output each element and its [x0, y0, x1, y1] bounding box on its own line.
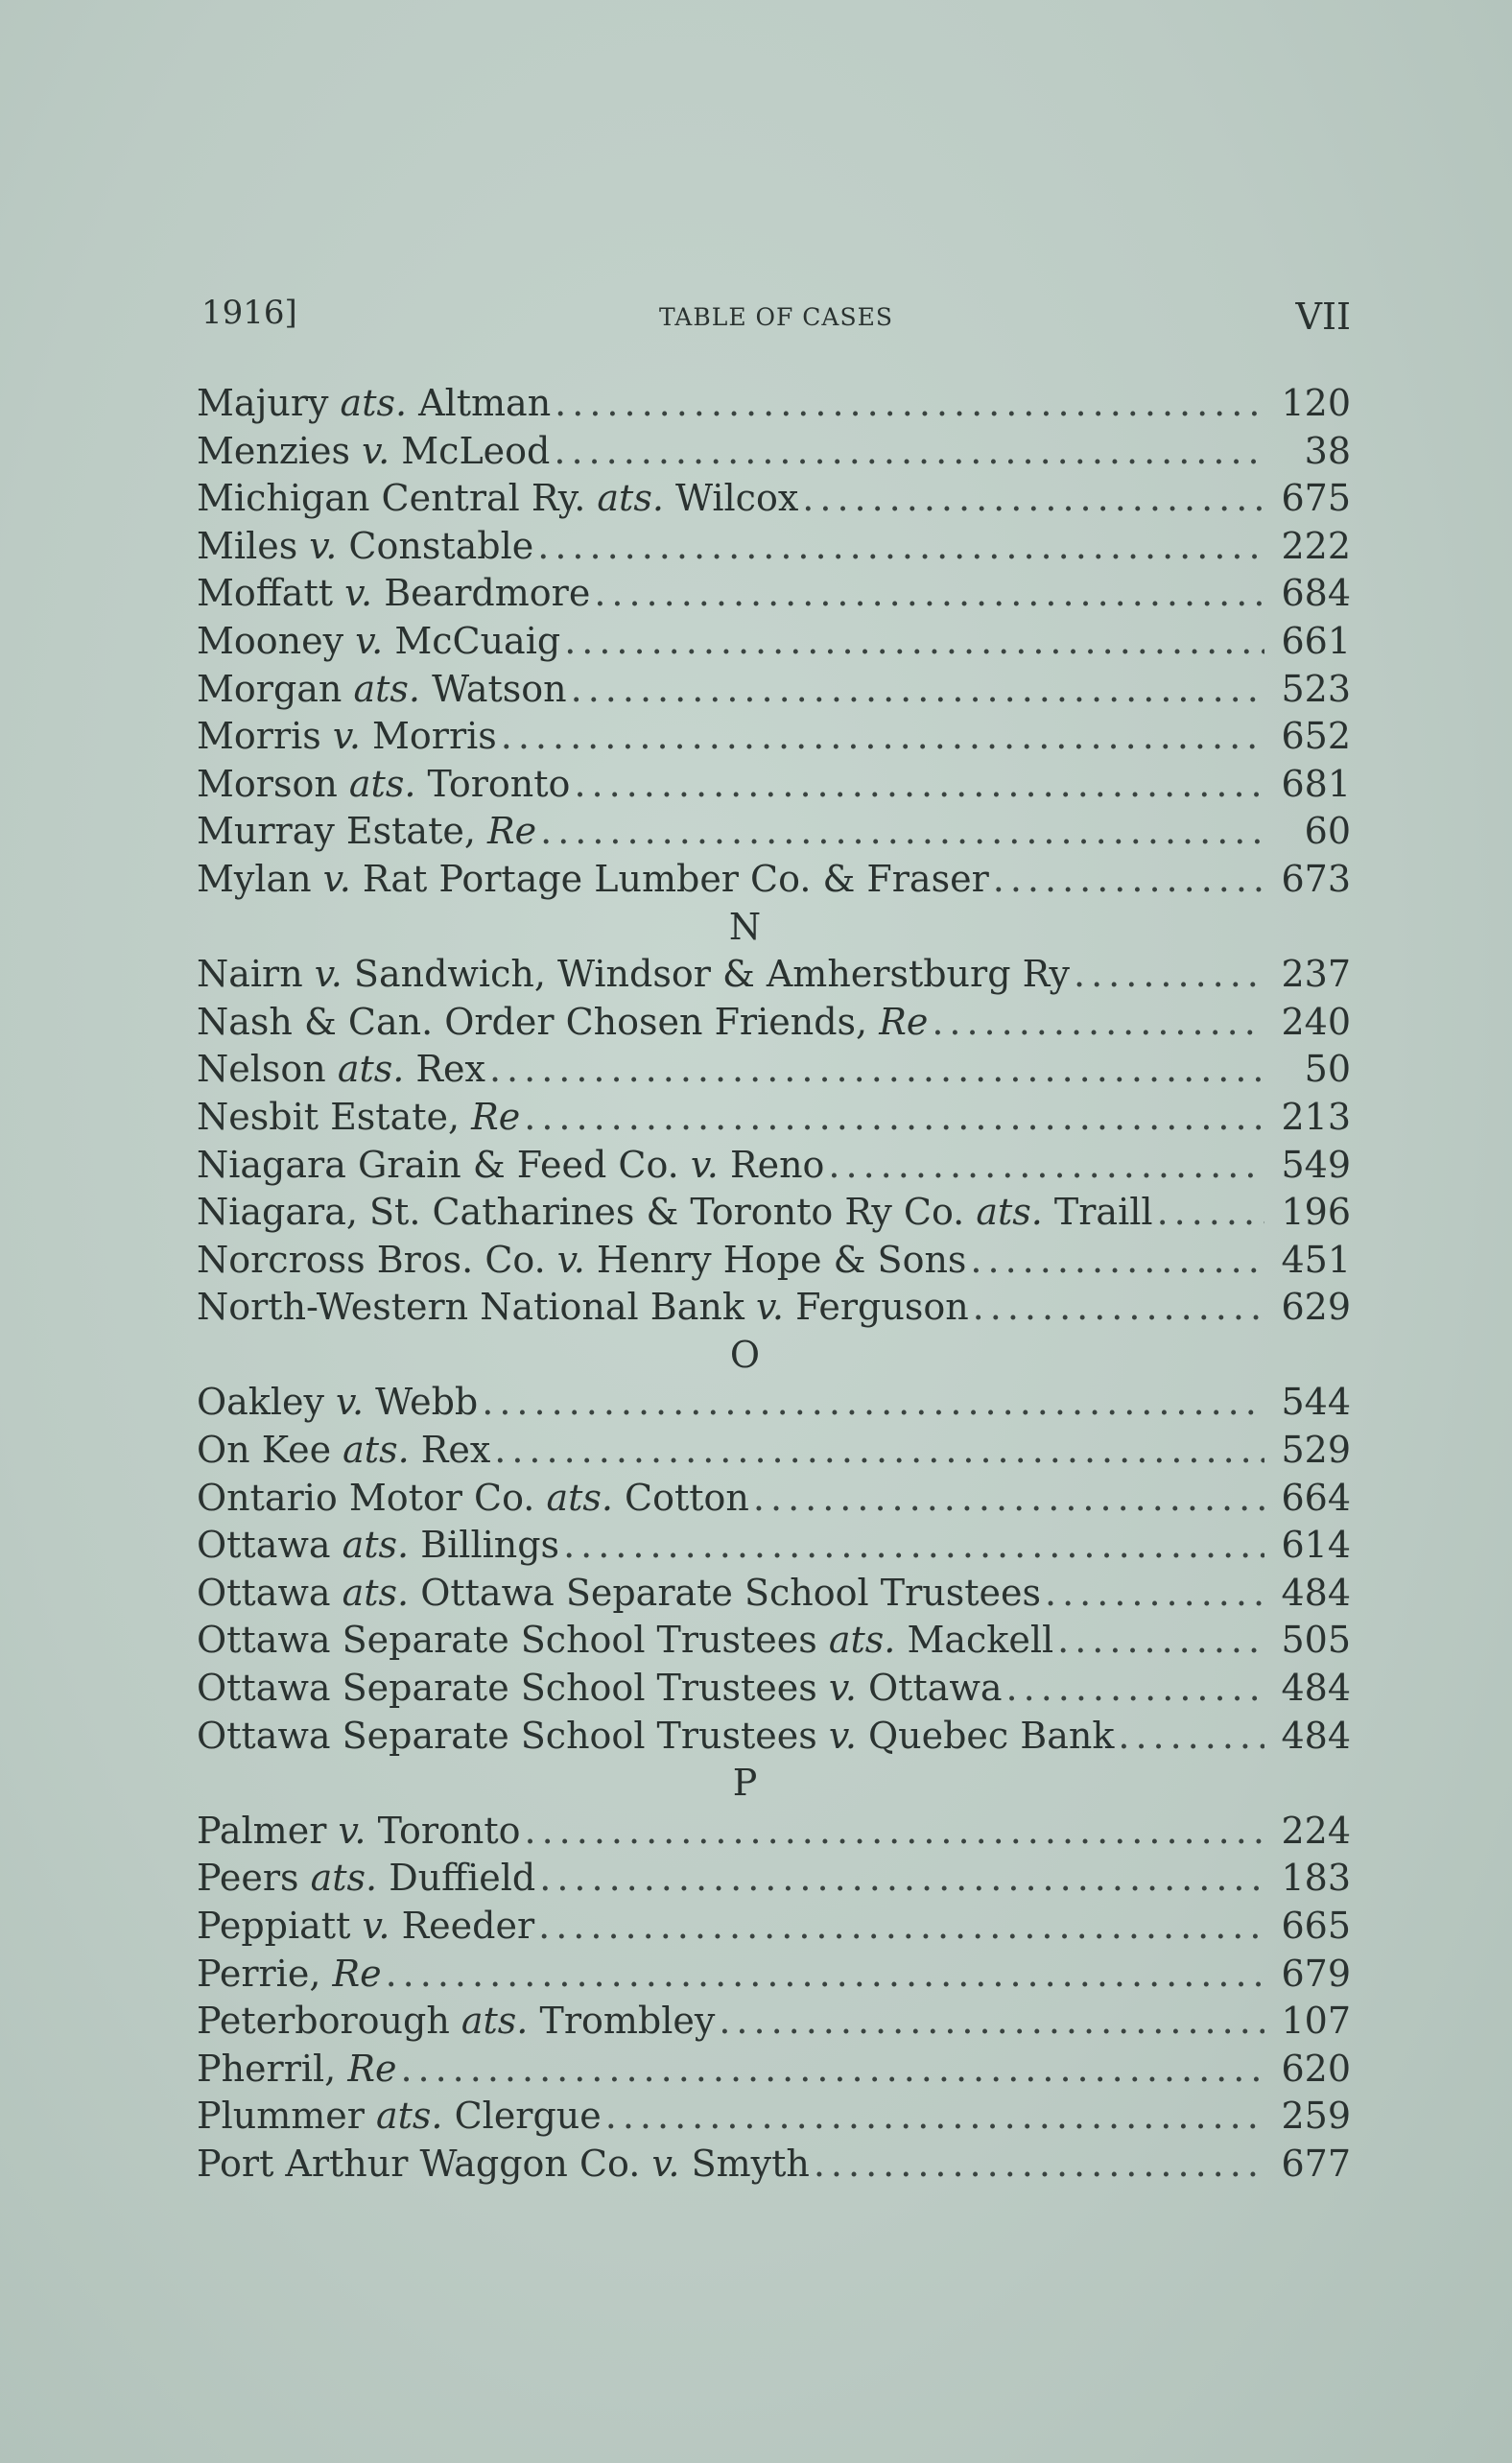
case-name — [197, 475, 798, 523]
dot-leader — [524, 1094, 1264, 1142]
case-page-number: 50 — [1304, 1048, 1351, 1091]
case-entry — [197, 1951, 1351, 1999]
case-name — [197, 380, 551, 428]
section-letter: P — [732, 1762, 758, 1805]
case-page-number: 549 — [1281, 1143, 1351, 1186]
dot-leader — [386, 1951, 1264, 1999]
case-entry — [197, 570, 1351, 618]
case-name — [197, 1998, 715, 2046]
party-second: Rat Portage Lumber Co. & Fraser — [350, 857, 989, 900]
case-name — [197, 1142, 824, 1190]
case-relation: v. — [355, 619, 384, 662]
case-entry — [197, 2093, 1351, 2141]
case-name — [197, 999, 928, 1047]
case-name — [197, 856, 989, 904]
dot-leader — [828, 1142, 1264, 1190]
page-title: TABLE OF CASES — [658, 303, 893, 331]
case-page-number: 183 — [1281, 1857, 1351, 1900]
dot-leader — [1045, 1570, 1264, 1618]
party-first: Morgan — [197, 667, 354, 710]
dot-leader — [970, 1237, 1264, 1285]
case-page-number: 677 — [1281, 2142, 1351, 2185]
case-name — [197, 713, 497, 761]
party-second: Mackell — [895, 1619, 1054, 1662]
party-second: Webb — [364, 1381, 479, 1424]
case-entry — [197, 380, 1351, 428]
case-page-number: 652 — [1281, 715, 1351, 758]
case-entry — [197, 1570, 1351, 1618]
case-page-number: 529 — [1281, 1429, 1351, 1472]
case-entry — [197, 761, 1351, 809]
party-first: Mooney — [197, 619, 356, 662]
party-second: Rex — [409, 1429, 491, 1472]
case-name — [197, 1808, 521, 1856]
party-first: Port Arthur Waggon Co. — [197, 2142, 652, 2185]
party-first: Perrie, — [197, 1952, 333, 1995]
case-relation: v. — [344, 572, 373, 615]
case-entry — [197, 2141, 1351, 2189]
case-page-number: 213 — [1281, 1095, 1351, 1138]
case-page-number: 614 — [1281, 1524, 1351, 1567]
case-relation: v. — [322, 857, 351, 900]
case-relation: Re — [879, 1000, 929, 1043]
case-page-number: 675 — [1281, 477, 1351, 520]
dot-leader — [753, 1475, 1264, 1523]
case-relation: ats. — [597, 477, 664, 520]
dot-leader — [973, 1284, 1264, 1332]
case-entry — [197, 428, 1351, 476]
party-second: Cotton — [612, 1476, 749, 1519]
dot-leader — [525, 1808, 1264, 1856]
party-second: McLeod — [390, 429, 551, 472]
case-page-number: 451 — [1281, 1238, 1351, 1281]
case-page-number: 664 — [1281, 1476, 1351, 1519]
party-first: Ontario Motor Co. — [197, 1476, 547, 1519]
case-name — [197, 1951, 382, 1999]
case-page-number: 237 — [1281, 953, 1351, 996]
case-relation: v. — [314, 953, 343, 996]
dot-leader — [554, 428, 1264, 476]
party-first: Morson — [197, 762, 349, 805]
dot-leader — [494, 1427, 1264, 1475]
case-page-number: 240 — [1281, 1000, 1351, 1043]
case-page-number: 484 — [1281, 1571, 1351, 1614]
case-relation: ats. — [340, 382, 408, 424]
case-page-number: 523 — [1281, 667, 1351, 710]
party-first: Michigan Central Ry. — [197, 477, 598, 520]
party-second: McCuaig — [383, 619, 561, 662]
case-entry — [197, 1903, 1351, 1951]
dot-leader — [540, 808, 1264, 856]
case-page-number: 679 — [1281, 1952, 1351, 1995]
party-first: Ottawa Separate School Trustees — [197, 1619, 829, 1662]
case-entry — [197, 999, 1351, 1047]
party-second: Trombley — [528, 2000, 716, 2043]
case-name — [197, 1665, 1003, 1713]
party-second: Duffield — [377, 1857, 536, 1900]
case-entry — [197, 1427, 1351, 1475]
case-relation: ats. — [342, 1524, 410, 1567]
case-relation: ats. — [343, 1429, 410, 1472]
dot-leader — [501, 713, 1264, 761]
case-name — [197, 1855, 535, 1903]
party-second: Constable — [337, 524, 534, 567]
case-entry — [197, 1617, 1351, 1665]
case-entry — [197, 1808, 1351, 1856]
case-page-number: 661 — [1281, 619, 1351, 662]
party-first: Palmer — [197, 1809, 339, 1852]
section-letter: N — [728, 905, 762, 948]
case-page-number: 681 — [1281, 762, 1351, 805]
party-second: Reno — [718, 1143, 825, 1186]
party-first: Peppiatt — [197, 1905, 363, 1947]
party-second: Reeder — [390, 1905, 535, 1947]
case-relation: v. — [362, 1905, 390, 1947]
party-first: Miles — [197, 524, 310, 567]
case-entry — [197, 1665, 1351, 1713]
case-page-number: 224 — [1281, 1809, 1351, 1852]
case-relation: v. — [309, 524, 338, 567]
case-entry — [197, 1475, 1351, 1523]
party-first: Plummer — [197, 2095, 376, 2138]
case-entry — [197, 1142, 1351, 1190]
case-page-number: 673 — [1281, 857, 1351, 900]
case-page-number: 107 — [1281, 2000, 1351, 2043]
case-name — [197, 1284, 969, 1332]
page-number: VII — [1295, 296, 1351, 338]
case-entry — [197, 1379, 1351, 1427]
case-page-number: 38 — [1304, 429, 1351, 472]
case-relation: ats. — [461, 2000, 529, 2043]
party-second: Quebec Bank — [856, 1714, 1115, 1757]
party-first: Peterborough — [197, 2000, 461, 2043]
party-first: Peers — [197, 1857, 311, 1900]
dot-leader — [555, 380, 1264, 428]
case-relation: v. — [338, 1809, 366, 1852]
party-first: Nairn — [197, 953, 315, 996]
party-first: Niagara Grain & Feed Co. — [197, 1143, 691, 1186]
running-head — [201, 290, 1351, 347]
case-entry — [197, 1237, 1351, 1285]
case-name — [197, 1475, 749, 1523]
case-name — [197, 2093, 602, 2141]
case-name — [197, 1189, 1153, 1237]
year-label: 1916] — [201, 294, 297, 332]
party-first: Murray Estate, — [197, 810, 487, 853]
case-page-number: 505 — [1281, 1619, 1351, 1662]
party-second: Toronto — [415, 762, 571, 805]
case-page-number: 222 — [1281, 524, 1351, 567]
party-second: Traill — [1042, 1191, 1153, 1234]
party-second: Ferguson — [784, 1286, 969, 1329]
case-entry — [197, 856, 1351, 904]
case-relation: ats. — [337, 1048, 405, 1091]
case-entry — [197, 1189, 1351, 1237]
case-page-number: 259 — [1281, 2095, 1351, 2138]
dot-leader — [993, 856, 1264, 904]
dot-leader — [400, 2046, 1264, 2094]
dot-leader — [814, 2141, 1264, 2189]
case-relation: v. — [651, 2142, 680, 2185]
case-name — [197, 523, 533, 571]
case-relation: ats. — [376, 2095, 443, 2138]
dot-leader — [1057, 1617, 1264, 1665]
party-first: Ottawa — [197, 1571, 343, 1614]
case-name — [197, 1379, 478, 1427]
dot-leader — [1074, 951, 1264, 999]
case-entry — [197, 1046, 1351, 1094]
case-entry — [197, 523, 1351, 571]
case-relation: Re — [332, 1952, 382, 1995]
party-first: Ottawa Separate School Trustees — [197, 1714, 829, 1757]
case-entry — [197, 666, 1351, 714]
case-relation: v. — [828, 1667, 857, 1710]
case-page-number: 120 — [1281, 382, 1351, 424]
party-first: Norcross Bros. Co. — [197, 1238, 557, 1281]
party-first: Morris — [197, 715, 333, 758]
dot-leader — [932, 999, 1264, 1047]
case-page-number: 665 — [1281, 1905, 1351, 1947]
case-name — [197, 1427, 490, 1475]
dot-leader — [594, 570, 1264, 618]
case-name — [197, 951, 1070, 999]
case-relation: ats. — [828, 1619, 896, 1662]
party-first: North-Western National Bank — [197, 1286, 756, 1329]
case-relation: v. — [332, 715, 361, 758]
case-name — [197, 761, 570, 809]
dot-leader — [571, 666, 1264, 714]
case-name — [197, 2141, 810, 2189]
case-relation: v. — [755, 1286, 784, 1329]
case-page-number: 629 — [1281, 1286, 1351, 1329]
party-first: Mylan — [197, 857, 323, 900]
case-entry — [197, 1284, 1351, 1332]
party-first: Ottawa Separate School Trustees — [197, 1667, 829, 1710]
party-second: Smyth — [679, 2142, 810, 2185]
case-name — [197, 1570, 1041, 1618]
case-page-number: 60 — [1304, 810, 1351, 853]
case-entry — [197, 475, 1351, 523]
case-page-number: 484 — [1281, 1667, 1351, 1710]
party-second: Ottawa — [856, 1667, 1003, 1710]
case-relation: ats. — [342, 1571, 410, 1614]
section-letter: O — [729, 1333, 761, 1376]
party-first: Nash & Can. Order Chosen Friends, — [197, 1000, 880, 1043]
case-relation: ats. — [353, 667, 421, 710]
case-entry — [197, 1855, 1351, 1903]
party-first: Niagara, St. Catharines & Toronto Ry Co. — [197, 1191, 977, 1234]
party-first: Menzies — [197, 429, 363, 472]
party-second: Altman — [407, 382, 552, 424]
case-entry — [197, 1094, 1351, 1142]
party-second: Toronto — [366, 1809, 521, 1852]
case-name — [197, 666, 567, 714]
party-second: Watson — [420, 667, 567, 710]
case-name — [197, 1237, 966, 1285]
dot-leader — [574, 761, 1264, 809]
dot-leader — [802, 475, 1264, 523]
case-name — [197, 2046, 396, 2094]
case-relation: Re — [347, 2047, 397, 2090]
party-second: Billings — [409, 1524, 560, 1567]
case-page-number: 484 — [1281, 1714, 1351, 1757]
case-page-number: 684 — [1281, 572, 1351, 615]
case-name — [197, 1713, 1114, 1761]
case-name — [197, 618, 560, 666]
case-page-number: 196 — [1281, 1191, 1351, 1234]
case-relation: ats. — [976, 1191, 1043, 1234]
dot-leader — [563, 1522, 1264, 1570]
case-name — [197, 570, 590, 618]
party-second: Rex — [404, 1048, 485, 1091]
dot-leader — [1006, 1665, 1264, 1713]
case-name — [197, 808, 536, 856]
case-entry — [197, 1713, 1351, 1761]
case-name — [197, 1522, 559, 1570]
case-entry — [197, 951, 1351, 999]
case-relation: v. — [362, 429, 390, 472]
dot-leader — [489, 1046, 1264, 1094]
party-first: Oakley — [197, 1381, 337, 1424]
dot-leader — [537, 523, 1264, 571]
party-first: Pherril, — [197, 2047, 348, 2090]
party-first: Nelson — [197, 1048, 338, 1091]
dot-leader — [564, 618, 1264, 666]
case-relation: ats. — [348, 762, 416, 805]
case-name — [197, 1046, 485, 1094]
dot-leader — [539, 1855, 1264, 1903]
dot-leader — [482, 1379, 1264, 1427]
case-relation: v. — [690, 1143, 719, 1186]
case-relation: Re — [471, 1095, 521, 1138]
party-first: Moffatt — [197, 572, 345, 615]
dot-leader — [719, 1998, 1264, 2046]
party-second: Ottawa Separate School Trustees — [409, 1571, 1041, 1614]
dot-leader — [1118, 1713, 1264, 1761]
party-second: Beardmore — [372, 572, 591, 615]
case-page-number: 620 — [1281, 2047, 1351, 2090]
party-second: Clergue — [442, 2095, 602, 2138]
case-relation: v. — [336, 1381, 365, 1424]
dot-leader — [1157, 1189, 1264, 1237]
case-relation: Re — [487, 810, 537, 853]
case-name — [197, 1903, 534, 1951]
party-first: Ottawa — [197, 1524, 343, 1567]
case-entry — [197, 713, 1351, 761]
party-second: Henry Hope & Sons — [584, 1238, 967, 1281]
case-entry — [197, 618, 1351, 666]
case-name — [197, 1094, 520, 1142]
case-relation: v. — [556, 1238, 585, 1281]
party-second: Sandwich, Windsor & Amherstburg Ry — [342, 953, 1071, 996]
case-relation: ats. — [546, 1476, 613, 1519]
party-first: Nesbit Estate, — [197, 1095, 472, 1138]
case-relation: ats. — [310, 1857, 378, 1900]
case-entry — [197, 2046, 1351, 2094]
case-name — [197, 428, 550, 476]
case-entry — [197, 1998, 1351, 2046]
party-first: On Kee — [197, 1429, 343, 1472]
case-entry — [197, 1522, 1351, 1570]
dot-leader — [605, 2093, 1264, 2141]
table-of-cases — [197, 380, 1351, 2189]
party-second: Morris — [360, 715, 497, 758]
dot-leader — [538, 1903, 1264, 1951]
case-page-number: 544 — [1281, 1381, 1351, 1424]
case-entry — [197, 808, 1351, 856]
party-second: Wilcox — [663, 477, 799, 520]
case-relation: v. — [828, 1714, 857, 1757]
party-first: Majury — [197, 382, 341, 424]
case-name — [197, 1617, 1053, 1665]
